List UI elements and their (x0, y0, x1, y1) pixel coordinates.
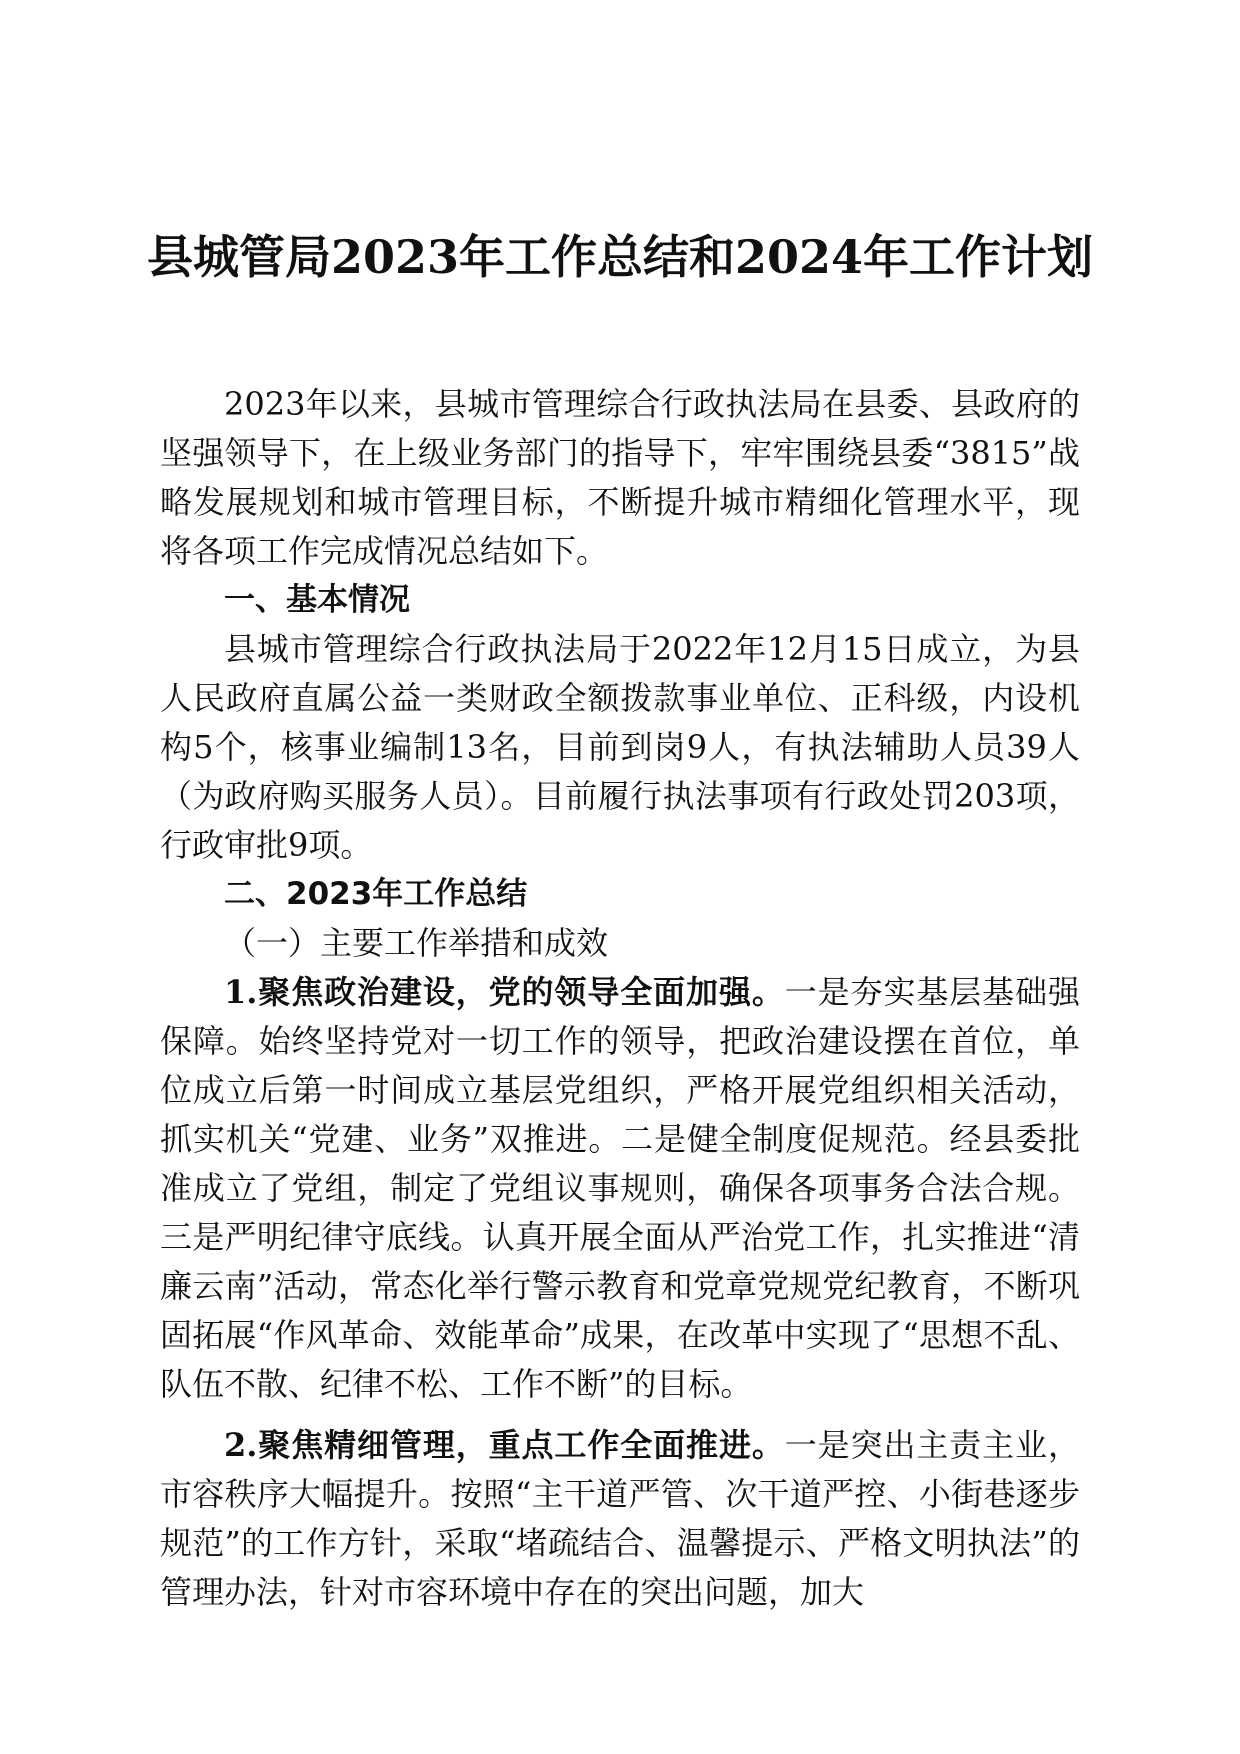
item-1-paragraph (160, 968, 1080, 1409)
section-1-heading: 一、基本情况 (224, 582, 410, 618)
item-1-lead: 1.聚焦政治建设，党的领导全面加强。 (224, 973, 785, 1011)
section-2-subheading: （一）主要工作举措和成效 (224, 924, 609, 962)
item-1-body: 一是夯实基层基础强保障。始终坚持党对一切工作的领导，把政治建设摆在首位，单位成立后第一时间成立基层党组织，严格开展党组织相关活动，抓实机关“党建、业务”双推进。二是健全制度促规范。经县委批准成立了党组，制定了党组议事规则，确保各项事务合法合规。三是严明纪律守底线。认真开展全面从严治党工作，扎实推进“清廉云南”活动，常态化举行警示教育和党章党规党纪教育，不断巩固拓展“作风革命、效能革命”成果，在改革中实现了“思想不乱、队伍不散、纪律不松、工作不断”的目标。 (160, 973, 1080, 1403)
item-2-body: 一是突出主责主业，市容秩序大幅提升。按照“主干道严管、次干道严控、小街巷逐步规范”的工作方针，采取“堵疏结合、温馨提示、严格文明执法”的管理办法，针对市容环境中存在的突出问题，加大 (160, 1426, 1080, 1611)
item-2-paragraph (160, 1421, 1080, 1617)
intro-paragraph: 2023年以来，县城市管理综合行政执法局在县委、县政府的坚强领导下，在上级业务部门的指导下，牢牢围绕县委“3815”战略发展规划和城市管理目标，不断提升城市精细化管理水平，现将各项工作完成情况总结如下。 (160, 385, 1080, 570)
section-1-paragraph: 县城市管理综合行政执法局于2022年12月15日成立，为县人民政府直属公益一类财政全额拨款事业单位、正科级，内设机构5个，核事业编制13名，目前到岗9人，有执法辅助人员39人（为政府购买服务人员）。目前履行执法事项有行政处罚203项，行政审批9项。 (160, 630, 1080, 864)
document-title: 县城管局2023年工作总结和2024年工作计划 (146, 230, 1094, 284)
item-2-lead: 2.聚焦精细管理，重点工作全面推进。 (224, 1426, 785, 1464)
document-body (160, 380, 1080, 1617)
section-2-heading: 二、2023年工作总结 (224, 876, 528, 912)
